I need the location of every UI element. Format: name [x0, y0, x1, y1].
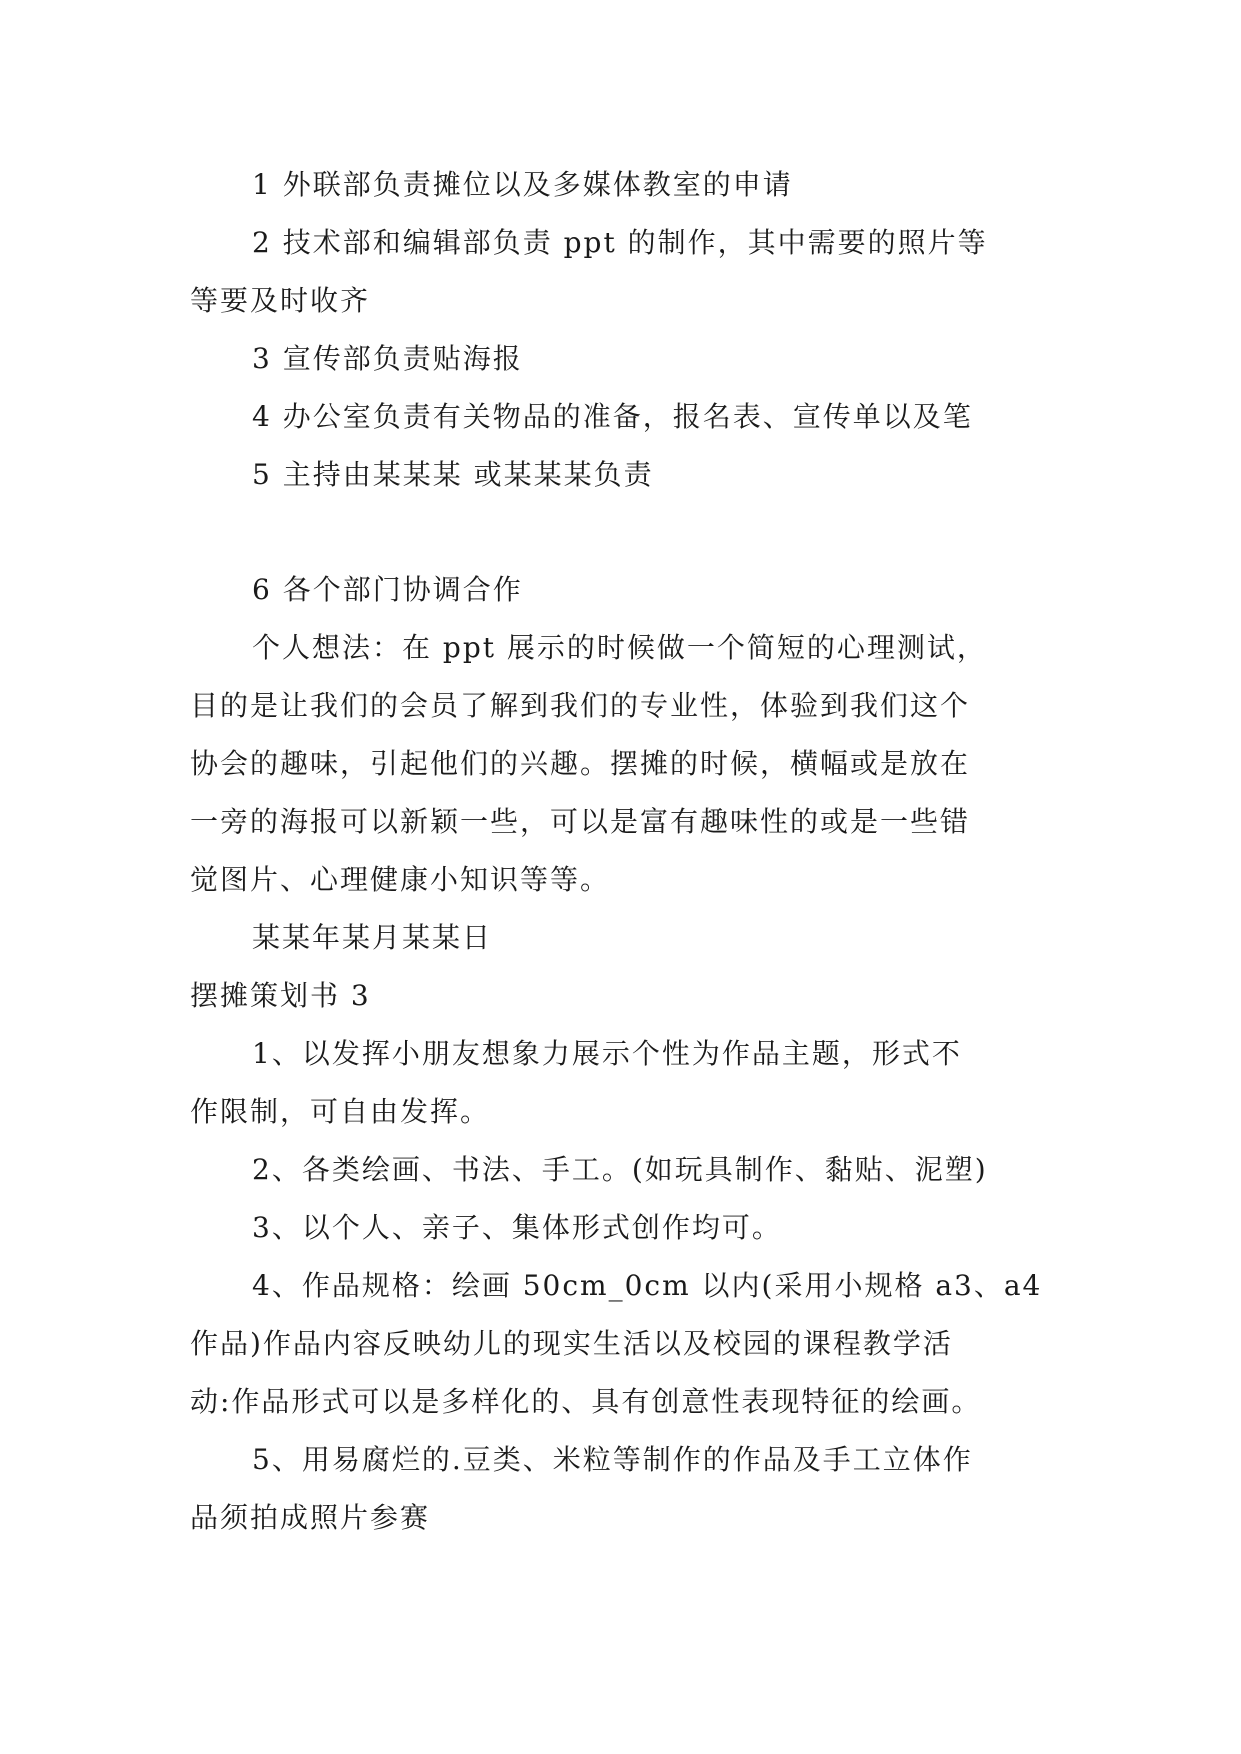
text-line: 3、以个人、亲子、集体形式创作均可。: [252, 1211, 782, 1244]
text-line: 作品)作品内容反映幼儿的现实生活以及校园的课程教学活: [190, 1327, 953, 1360]
text-line: 2、各类绘画、书法、手工。(如玩具制作、黏贴、泥塑): [252, 1153, 988, 1186]
text-line: 1、以发挥小朋友想象力展示个性为作品主题，形式不: [252, 1037, 962, 1070]
text-line: 1 外联部负责摊位以及多媒体教室的申请: [252, 168, 793, 201]
text-line: 4、作品规格：绘画 50cm_0cm 以内(采用小规格 a3、a4: [252, 1269, 1043, 1302]
text-line: 作限制，可自由发挥。: [190, 1095, 491, 1128]
text-line: 4 办公室负责有关物品的准备，报名表、宣传单以及笔: [252, 400, 973, 433]
text-line: 3 宣传部负责贴海报: [252, 342, 523, 375]
text-line: 觉图片、心理健康小知识等等。: [190, 863, 611, 896]
section-title: 摆摊策划书 3: [190, 979, 371, 1012]
text-line: 个人想法：在 ppt 展示的时候做一个简短的心理测试，: [252, 631, 987, 664]
text-line: 协会的趣味，引起他们的兴趣。摆摊的时候，横幅或是放在: [190, 747, 971, 780]
text-line: 5、用易腐烂的.豆类、米粒等制作的作品及手工立体作: [252, 1443, 973, 1476]
text-line: 动:作品形式可以是多样化的、具有创意性表现特征的绘画。: [190, 1385, 982, 1418]
text-line: 6 各个部门协调合作: [252, 573, 523, 606]
text-line: 品须拍成照片参赛: [190, 1501, 431, 1534]
text-line: 某某年某月某某日: [252, 921, 493, 954]
text-line: 等要及时收齐: [190, 284, 371, 317]
text-line: 目的是让我们的会员了解到我们的专业性，体验到我们这个: [190, 689, 971, 722]
text-line: 5 主持由某某某 或某某某负责: [252, 458, 654, 491]
text-line: 2 技术部和编辑部负责 ppt 的制作，其中需要的照片等: [252, 226, 988, 259]
text-line: 一旁的海报可以新颖一些，可以是富有趣味性的或是一些错: [190, 805, 971, 838]
